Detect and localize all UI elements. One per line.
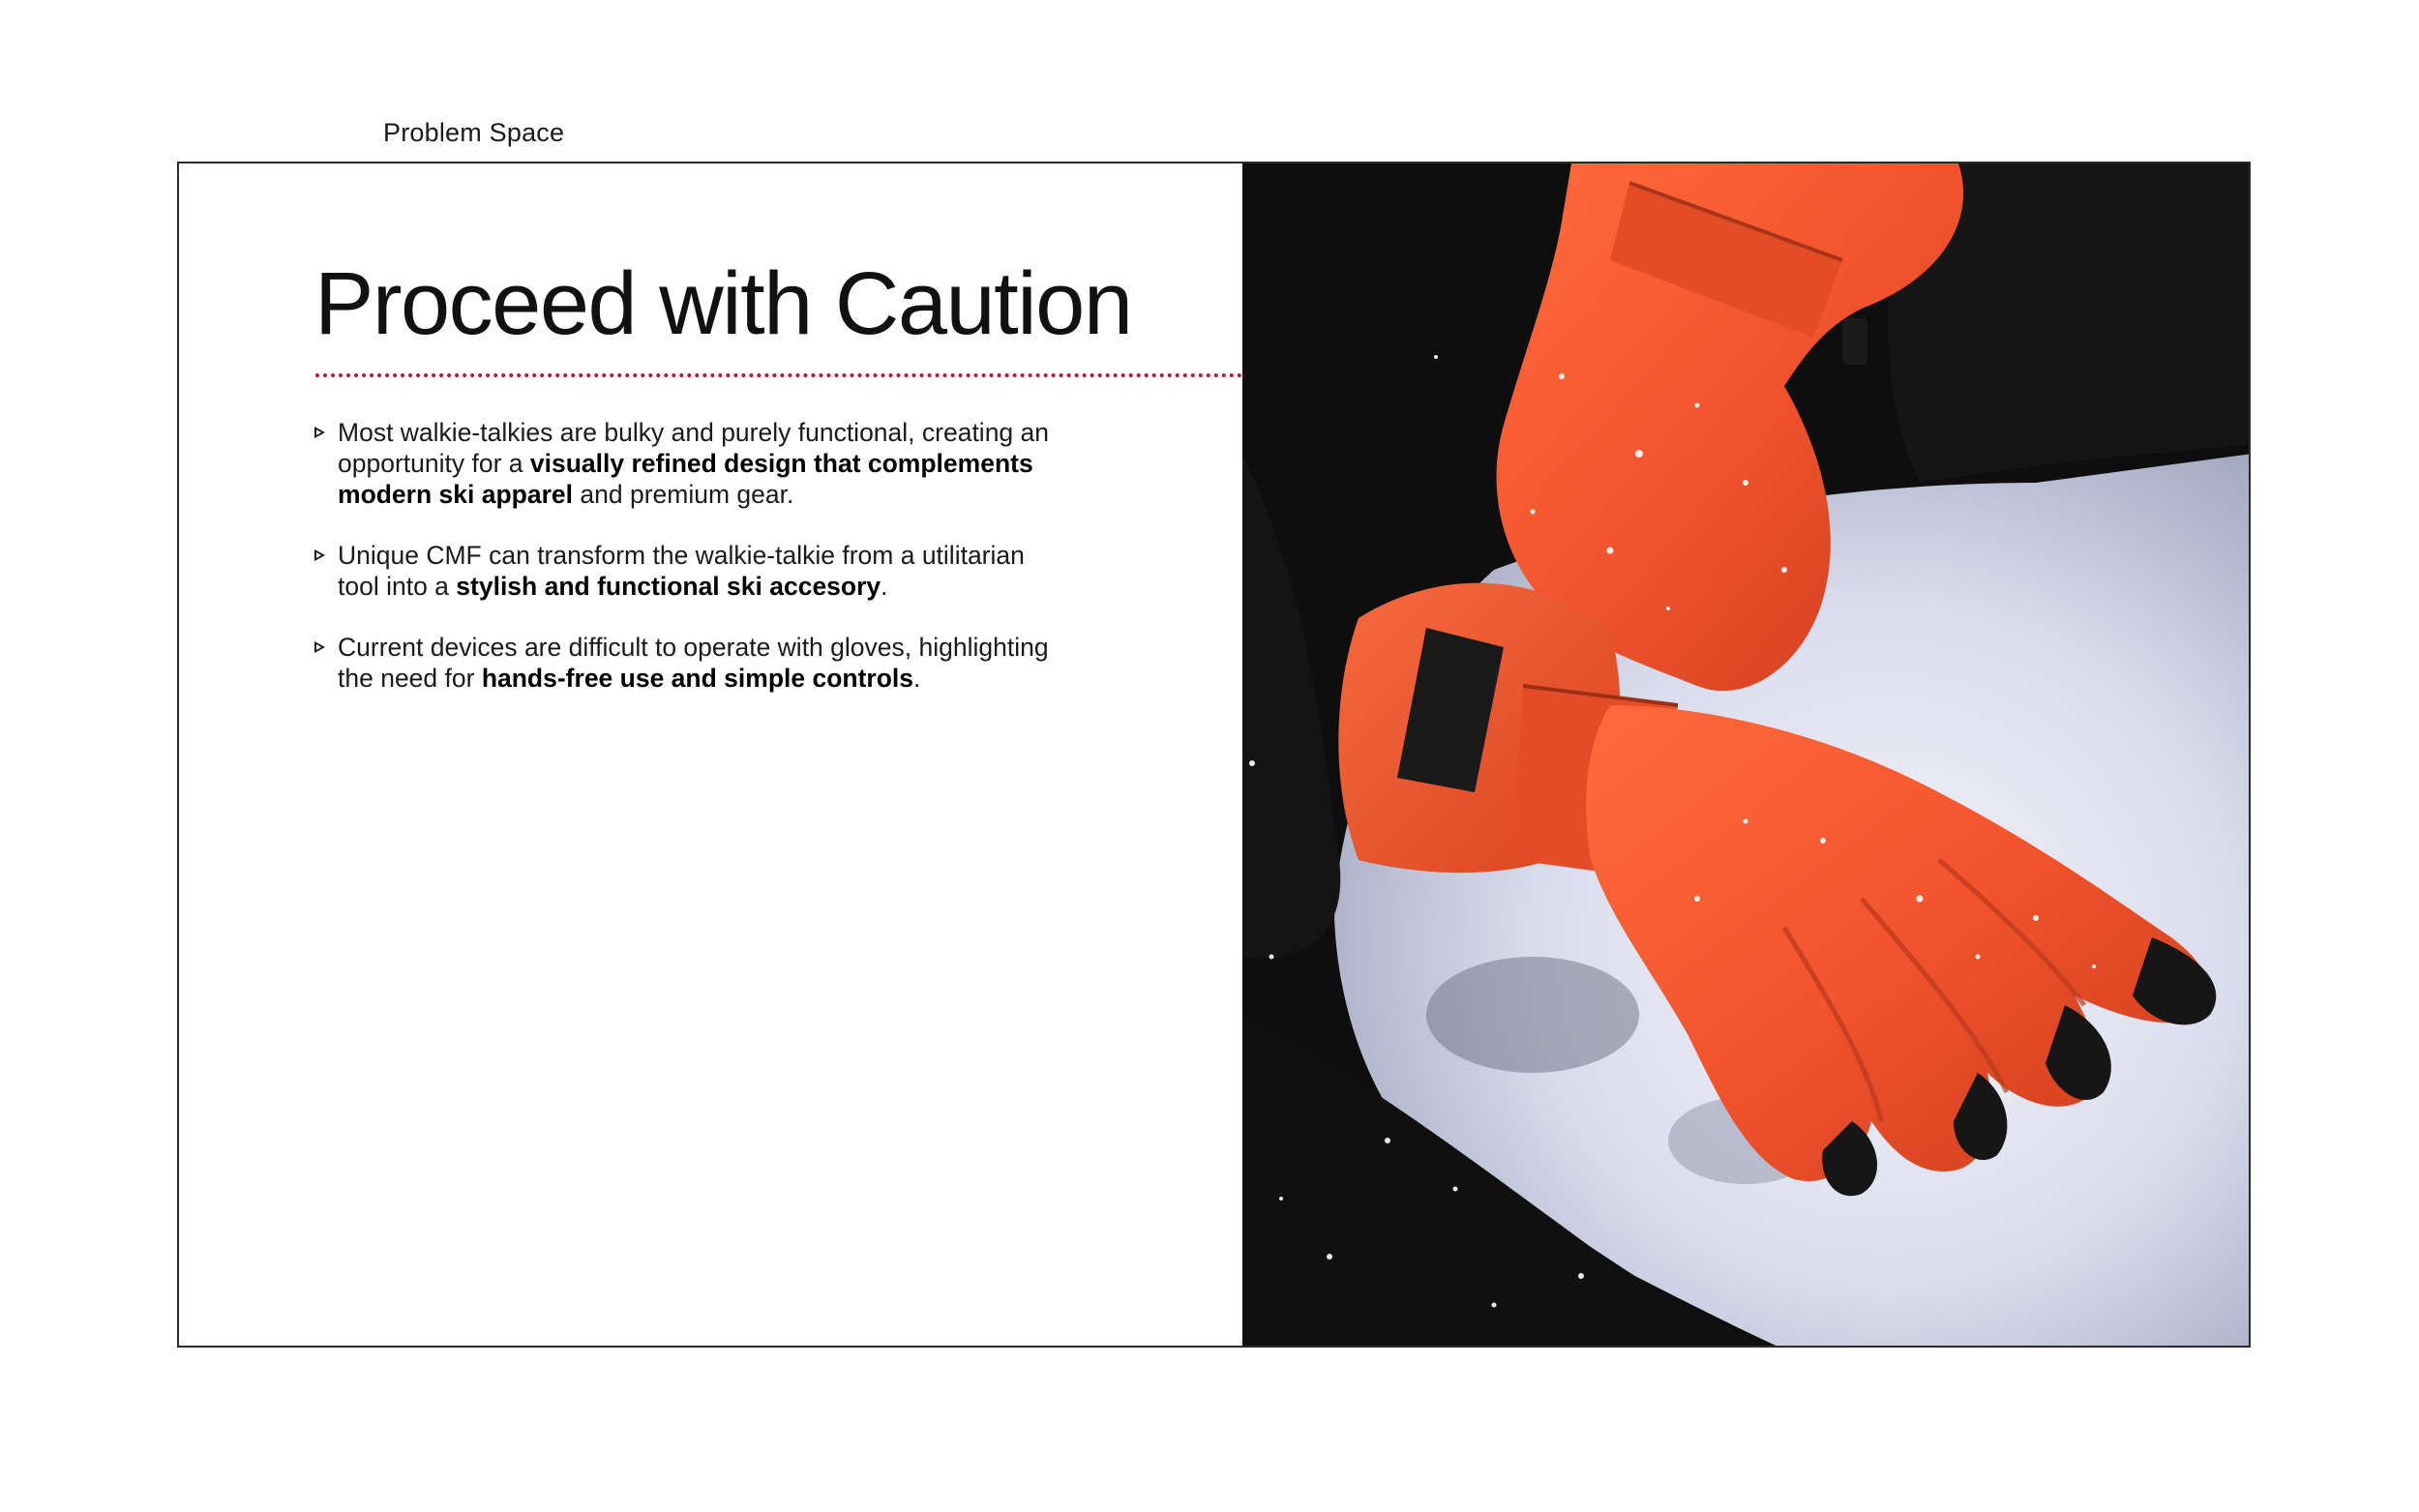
bullet-emphasis: stylish and functional ski accesory <box>456 572 881 601</box>
dotted-divider <box>315 373 1242 377</box>
bullet-text: Current devices are difficult to operate with gloves, highlighting the need for <box>338 633 1049 693</box>
bullet-item <box>314 540 1069 602</box>
bullet-text: and premium gear. <box>573 480 794 509</box>
content-frame <box>177 162 2251 1348</box>
bullet-emphasis: visually refined design that complements modern ski apparel <box>338 449 1033 509</box>
bullet-text: Most walkie-talkies are bulky and purely functional, creating an opportunity for a <box>338 418 1050 478</box>
bullet-item <box>314 632 1069 694</box>
triangle-bullet-icon <box>314 427 325 438</box>
text-panel <box>179 163 1242 1346</box>
orange-gloves-image <box>1242 163 2251 1346</box>
bullet-emphasis: hands-free use and simple controls <box>481 664 914 693</box>
section-label: Problem Space <box>383 118 565 147</box>
bullet-item <box>314 417 1069 510</box>
triangle-bullet-icon <box>314 549 325 561</box>
bullet-text: . <box>881 572 888 601</box>
bullet-list <box>314 417 1069 724</box>
slide-title: Proceed with Caution <box>314 254 1132 353</box>
triangle-bullet-icon <box>314 641 325 653</box>
bullet-text: . <box>913 664 921 693</box>
gloves-photo <box>1242 163 2251 1346</box>
bullet-text: Unique CMF can transform the walkie-talkie from a utilitarian tool into a <box>338 541 1025 601</box>
